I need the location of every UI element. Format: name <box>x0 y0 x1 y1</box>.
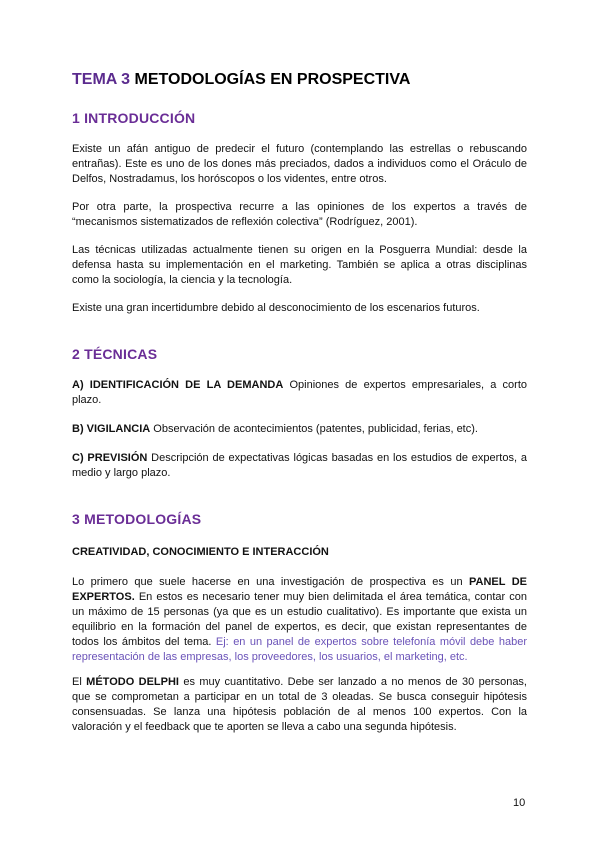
metodologias-paragraph-1 <box>72 575 527 665</box>
panel-description-text: En estos es necesario tener muy bien delimitada el área temática, contar con un máximo de 15 personas (ya que es un estudio cualitativo). Es importante que exista un equilibrio en la formación del panel de expertos, es decir, que existan representantes de todos los ámbitos del tema. <box>72 591 527 648</box>
section-heading-metodologias: 3 METODOLOGÍAS <box>72 511 202 527</box>
intro-paragraph-2: Por otra parte, la prospectiva recurre a las opiniones de los expertos a través de “mecanismos sistematizados de reflexión colectiva” (Rodríguez, 2001). <box>72 201 527 228</box>
tecnica-c-text: Descripción de expectativas lógicas basadas en los estudios de expertos, a medio y largo plazo. <box>72 452 527 479</box>
tecnica-a-label: A) IDENTIFICACIÓN DE LA DEMANDA <box>72 379 284 391</box>
tecnica-b-label: B) VIGILANCIA <box>72 423 151 435</box>
tecnica-a-text: Opiniones de expertos empresariales, a corto plazo. <box>72 379 527 406</box>
intro-paragraph-4: Existe una gran incertidumbre debido al desconocimiento de los escenarios futuros. <box>72 302 480 314</box>
page-title <box>72 71 410 89</box>
tecnica-c-label: C) PREVISIÓN <box>72 452 148 464</box>
panel-intro-text: Lo primero que suele hacerse en una investigación de prospectiva es un <box>72 576 470 588</box>
metodo-delphi-term: MÉTODO DELPHI <box>86 676 179 688</box>
metodologias-paragraph-2 <box>72 675 527 735</box>
delphi-intro-text: El <box>72 676 87 688</box>
page-number: 10 <box>513 797 526 809</box>
intro-paragraph-3: Las técnicas utilizadas actualmente tienen su origen en la Posguerra Mundial: desde la defensa hasta su implementación en el marketing. También se aplica a otras disciplinas como la sociología, la ciencia y la tecnología. <box>72 244 527 286</box>
title-number: TEMA 3 <box>72 71 131 88</box>
tecnica-a <box>72 378 527 408</box>
title-text: METODOLOGÍAS EN PROSPECTIVA <box>134 71 411 88</box>
section-heading-introduccion: 1 INTRODUCCIÓN <box>72 110 196 126</box>
tecnica-b <box>72 422 527 437</box>
delphi-description-text: es muy cuantitativo. Debe ser lanzado a no menos de 30 personas, que se comprometan a participar en un total de 3 oleadas. Se busca conseguir hipótesis consensuadas. Se lanza una hipótesis población de al menos 100 expertos. Con la valoración y el feedback que te aporten se lleva a cabo una segunda hipótesis. <box>72 676 527 733</box>
panel-expertos-term: PANEL DE EXPERTOS. <box>72 576 527 603</box>
panel-example-text: Ej: en un panel de expertos sobre telefonía móvil debe haber representación de las empresas, los proveedores, los usuarios, el marketing, etc. <box>72 636 527 663</box>
section-heading-tecnicas: 2 TÉCNICAS <box>72 346 158 362</box>
tecnica-b-text: Observación de acontecimientos (patentes, publicidad, ferias, etc). <box>150 423 478 435</box>
subheading-creatividad: CREATIVIDAD, CONOCIMIENTO E INTERACCIÓN <box>72 546 329 558</box>
tecnica-c <box>72 451 527 481</box>
intro-paragraph-1: Existe un afán antiguo de predecir el futuro (contemplando las estrellas o rebuscando entrañas). Este es uno de los dones más preciados, dados a individuos como el Oráculo de Delfos, Nostradamus, los horóscopos o los videntes, entre otros. <box>72 143 527 185</box>
